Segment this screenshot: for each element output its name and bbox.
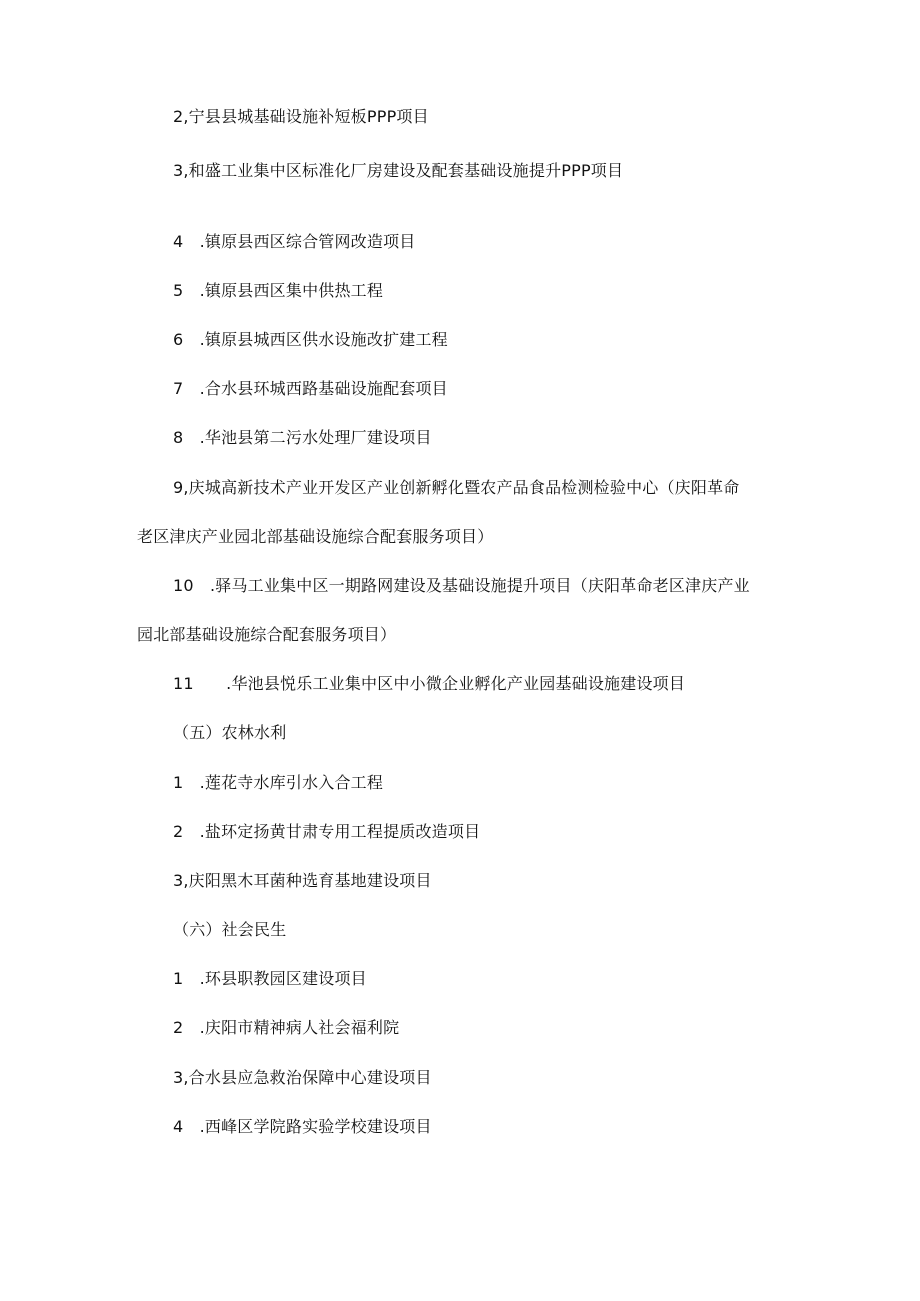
project-item-2-ning-county: 2,宁县县城基础设施补短板PPP项目 <box>173 107 429 126</box>
project-item-9-qingcheng-line2: 老区津庆产业园北部基础设施综合配套服务项目） <box>137 527 494 546</box>
project-item-11-huachi-yuele: 11 .华池县悦乐工业集中区中小微企业孵化产业园基础设施建设项目 <box>173 674 686 693</box>
project-item-4-zhenyuan-pipe: 4 .镇原县西区综合管网改造项目 <box>173 232 416 251</box>
project-item-8-huachi-sewage: 8 .华池县第二污水处理厂建设项目 <box>173 428 432 447</box>
project-item-3-hesheng: 3,和盛工业集中区标准化厂房建设及配套基础设施提升PPP项目 <box>173 161 624 180</box>
project-item-10-yima-line1: 10 .驿马工业集中区一期路网建设及基础设施提升项目（庆阳革命老区津庆产业 <box>173 576 750 595</box>
social-item-2-welfare: 2 .庆阳市精神病人社会福利院 <box>173 1018 400 1037</box>
project-item-6-zhenyuan-water: 6 .镇原县城西区供水设施改扩建工程 <box>173 330 448 349</box>
social-item-4-school: 4 .西峰区学院路实验学校建设项目 <box>173 1117 432 1136</box>
social-item-3-emergency: 3,合水县应急救治保障中心建设项目 <box>173 1068 432 1087</box>
section-heading-livelihood: （六）社会民生 <box>173 920 287 939</box>
social-item-1-vocational: 1 .环县职教园区建设项目 <box>173 969 367 988</box>
section-heading-agriculture: （五）农林水利 <box>173 723 287 742</box>
project-item-10-yima-line2: 园北部基础设施综合配套服务项目） <box>137 625 397 644</box>
project-item-9-qingcheng-line1: 9,庆城高新技术产业开发区产业创新孵化暨农产品食品检测检验中心（庆阳革命 <box>173 478 740 497</box>
agri-item-1-lianhuasi: 1 .莲花寺水库引水入合工程 <box>173 773 384 792</box>
project-item-5-zhenyuan-heat: 5 .镇原县西区集中供热工程 <box>173 281 384 300</box>
agri-item-3-black-fungus: 3,庆阳黑木耳菌种选育基地建设项目 <box>173 871 432 890</box>
agri-item-2-yanhuanding: 2 .盐环定扬黄甘肃专用工程提质改造项目 <box>173 822 481 841</box>
project-item-7-heshui-road: 7 .合水县环城西路基础设施配套项目 <box>173 379 448 398</box>
